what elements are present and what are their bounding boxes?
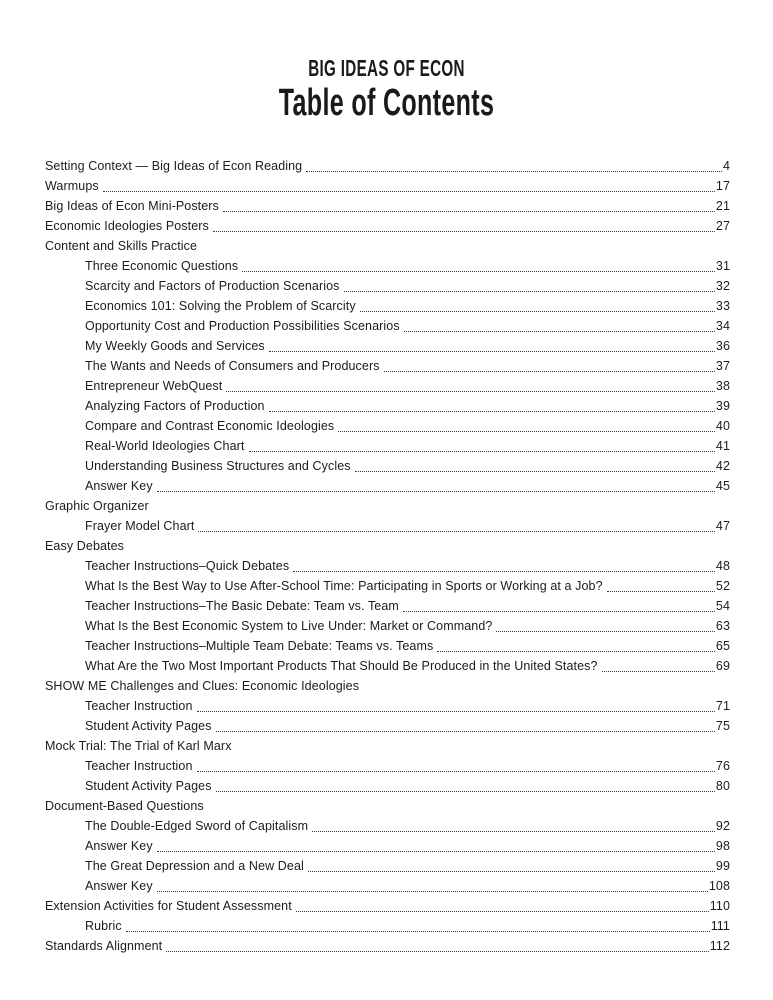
toc-entry-page-number: 71 xyxy=(715,698,730,713)
dot-leader xyxy=(344,291,715,292)
dot-leader xyxy=(496,631,714,632)
toc-entry-label: Economics 101: Solving the Problem of Scarcity xyxy=(85,298,356,313)
toc-entry-page-number: 27 xyxy=(715,218,730,233)
toc-entry-page-number: 76 xyxy=(715,758,730,773)
dot-leader xyxy=(308,871,715,872)
toc-entry xyxy=(45,556,730,576)
toc-entry xyxy=(45,376,730,396)
toc-entry-label: Teacher Instruction xyxy=(85,758,193,773)
toc-entry-label: Analyzing Factors of Production xyxy=(85,398,265,413)
toc-entry-page-number: 4 xyxy=(722,158,730,173)
dot-leader xyxy=(223,211,715,212)
dot-leader xyxy=(437,651,715,652)
toc-entry-page-number: 37 xyxy=(715,358,730,373)
toc-entry-page-number: 17 xyxy=(715,178,730,193)
toc-entry xyxy=(45,856,730,876)
toc-entry-label: Warmups xyxy=(45,178,99,193)
toc-entry-label: Teacher Instructions–Quick Debates xyxy=(85,558,290,573)
toc-entry-label: Answer Key xyxy=(85,878,153,893)
toc-list xyxy=(45,156,730,956)
dot-leader xyxy=(293,571,715,572)
toc-entry-label: Three Economic Questions xyxy=(85,258,239,273)
toc-entry-page-number: 99 xyxy=(715,858,730,873)
toc-entry xyxy=(45,296,730,316)
toc-entry-page-number: 80 xyxy=(715,778,730,793)
toc-entry xyxy=(45,656,730,676)
dot-leader xyxy=(269,411,715,412)
toc-entry-page-number: 21 xyxy=(715,198,730,213)
toc-entry-page-number: 42 xyxy=(715,458,730,473)
toc-entry-page-number: 52 xyxy=(715,578,730,593)
toc-entry-label: Economic Ideologies Posters xyxy=(45,218,209,233)
toc-entry-page-number: 110 xyxy=(709,898,730,913)
toc-entry-page-number: 54 xyxy=(715,598,730,613)
toc-entry-page-number: 98 xyxy=(715,838,730,853)
toc-entry-label: Student Activity Pages xyxy=(85,778,212,793)
toc-entry-page-number: 36 xyxy=(715,338,730,353)
toc-entry xyxy=(45,316,730,336)
toc-entry xyxy=(45,876,730,896)
toc-entry xyxy=(45,576,730,596)
toc-entry xyxy=(45,756,730,776)
toc-entry xyxy=(45,716,730,736)
dot-leader xyxy=(306,171,722,172)
dot-leader xyxy=(312,831,715,832)
toc-entry-label: Student Activity Pages xyxy=(85,718,212,733)
toc-entry-page-number: 111 xyxy=(710,918,730,933)
dot-leader xyxy=(126,931,710,932)
toc-entry xyxy=(45,256,730,276)
dot-leader xyxy=(384,371,715,372)
toc-entry xyxy=(45,896,730,916)
dot-leader xyxy=(296,911,709,912)
toc-entry xyxy=(45,216,730,236)
toc-entry xyxy=(45,916,730,936)
dot-leader xyxy=(157,851,715,852)
toc-entry-label: Teacher Instructions–The Basic Debate: Team vs. Team xyxy=(85,598,399,613)
dot-leader xyxy=(269,351,715,352)
toc-entry-page-number: 34 xyxy=(715,318,730,333)
toc-entry-label: Opportunity Cost and Production Possibilities Scenarios xyxy=(85,318,400,333)
dot-leader xyxy=(103,191,715,192)
toc-section-header xyxy=(45,676,730,696)
toc-entry-page-number: 32 xyxy=(715,278,730,293)
toc-entry-label: Extension Activities for Student Assessment xyxy=(45,898,292,913)
toc-entry xyxy=(45,476,730,496)
toc-entry-page-number: 38 xyxy=(715,378,730,393)
dot-leader xyxy=(216,791,715,792)
toc-entry xyxy=(45,776,730,796)
toc-entry xyxy=(45,516,730,536)
dot-leader xyxy=(249,451,715,452)
toc-entry-label: Frayer Model Chart xyxy=(85,518,195,533)
toc-entry xyxy=(45,196,730,216)
toc-entry-page-number: 45 xyxy=(715,478,730,493)
dot-leader xyxy=(226,391,715,392)
toc-entry-label: Understanding Business Structures and Cycles xyxy=(85,458,351,473)
dot-leader xyxy=(157,491,715,492)
toc-entry-label: Content and Skills Practice xyxy=(45,238,198,253)
toc-entry xyxy=(45,336,730,356)
toc-entry-label: Mock Trial: The Trial of Karl Marx xyxy=(45,738,232,753)
toc-entry-page-number: 75 xyxy=(715,718,730,733)
toc-entry-page-number: 47 xyxy=(715,518,730,533)
toc-entry xyxy=(45,436,730,456)
toc-entry-page-number: 39 xyxy=(715,398,730,413)
toc-entry-label: My Weekly Goods and Services xyxy=(85,338,265,353)
toc-entry xyxy=(45,396,730,416)
dot-leader xyxy=(198,531,714,532)
toc-entry xyxy=(45,356,730,376)
dot-leader xyxy=(197,771,715,772)
dot-leader xyxy=(216,731,715,732)
toc-entry-label: Entrepreneur WebQuest xyxy=(85,378,223,393)
toc-entry-label: Easy Debates xyxy=(45,538,125,553)
page-title: Table of Contents xyxy=(278,82,495,125)
dot-leader xyxy=(157,891,708,892)
toc-entry-page-number: 112 xyxy=(709,938,730,953)
dot-leader xyxy=(403,611,715,612)
toc-entry-page-number: 69 xyxy=(715,658,730,673)
toc-entry-label: The Double-Edged Sword of Capitalism xyxy=(85,818,309,833)
toc-entry-page-number: 65 xyxy=(715,638,730,653)
dot-leader xyxy=(404,331,715,332)
toc-entry xyxy=(45,836,730,856)
dot-leader xyxy=(197,711,715,712)
toc-entry-label: Teacher Instructions–Multiple Team Debate: Teams vs. Teams xyxy=(85,638,434,653)
toc-entry-label: Setting Context — Big Ideas of Econ Reading xyxy=(45,158,303,173)
toc-entry-page-number: 41 xyxy=(715,438,730,453)
dot-leader xyxy=(355,471,715,472)
toc-entry xyxy=(45,616,730,636)
toc-entry-page-number: 63 xyxy=(715,618,730,633)
toc-entry xyxy=(45,176,730,196)
dot-leader xyxy=(602,671,715,672)
toc-entry-label: The Great Depression and a New Deal xyxy=(85,858,304,873)
toc-entry-label: Rubric xyxy=(85,918,122,933)
toc-entry-label: Scarcity and Factors of Production Scenarios xyxy=(85,278,340,293)
toc-entry-label: Teacher Instruction xyxy=(85,698,193,713)
toc-entry xyxy=(45,816,730,836)
toc-entry-label: Compare and Contrast Economic Ideologies xyxy=(85,418,335,433)
toc-entry-label: Real-World Ideologies Chart xyxy=(85,438,245,453)
toc-entry xyxy=(45,696,730,716)
toc-entry-page-number: 48 xyxy=(715,558,730,573)
toc-section-header xyxy=(45,736,730,756)
dot-leader xyxy=(607,591,715,592)
toc-entry-page-number: 33 xyxy=(715,298,730,313)
toc-entry-page-number: 40 xyxy=(715,418,730,433)
toc-entry-page-number: 31 xyxy=(715,258,730,273)
toc-section-header xyxy=(45,796,730,816)
toc-entry-label: The Wants and Needs of Consumers and Producers xyxy=(85,358,380,373)
toc-entry-label: Document-Based Questions xyxy=(45,798,204,813)
toc-section-header xyxy=(45,236,730,256)
document-header xyxy=(0,0,773,125)
dot-leader xyxy=(360,311,715,312)
toc-entry-page-number: 92 xyxy=(715,818,730,833)
toc-entry-label: Answer Key xyxy=(85,838,153,853)
toc-entry-label: What Is the Best Economic System to Live Under: Market or Command? xyxy=(85,618,493,633)
dot-leader xyxy=(213,231,715,232)
toc-entry-label: What Are the Two Most Important Products That Should Be Produced in the United States? xyxy=(85,658,598,673)
toc-entry xyxy=(45,276,730,296)
dot-leader xyxy=(242,271,715,272)
toc-section-header xyxy=(45,536,730,556)
toc-entry-label: Big Ideas of Econ Mini-Posters xyxy=(45,198,219,213)
toc-entry-label: Graphic Organizer xyxy=(45,498,149,513)
toc-entry-label: Answer Key xyxy=(85,478,153,493)
series-title: BIG IDEAS OF ECON xyxy=(308,55,465,81)
dot-leader xyxy=(166,951,709,952)
toc-entry xyxy=(45,156,730,176)
toc-entry-label: What Is the Best Way to Use After-School Time: Participating in Sports or Working at a Job? xyxy=(85,578,603,593)
toc-entry xyxy=(45,596,730,616)
dot-leader xyxy=(338,431,715,432)
toc-entry-page-number: 108 xyxy=(708,878,730,893)
toc-section-header xyxy=(45,496,730,516)
toc-entry xyxy=(45,936,730,956)
toc-entry-label: Standards Alignment xyxy=(45,938,163,953)
toc-entry xyxy=(45,416,730,436)
toc-entry xyxy=(45,456,730,476)
toc-entry xyxy=(45,636,730,656)
toc-entry-label: SHOW ME Challenges and Clues: Economic Ideologies xyxy=(45,678,360,693)
